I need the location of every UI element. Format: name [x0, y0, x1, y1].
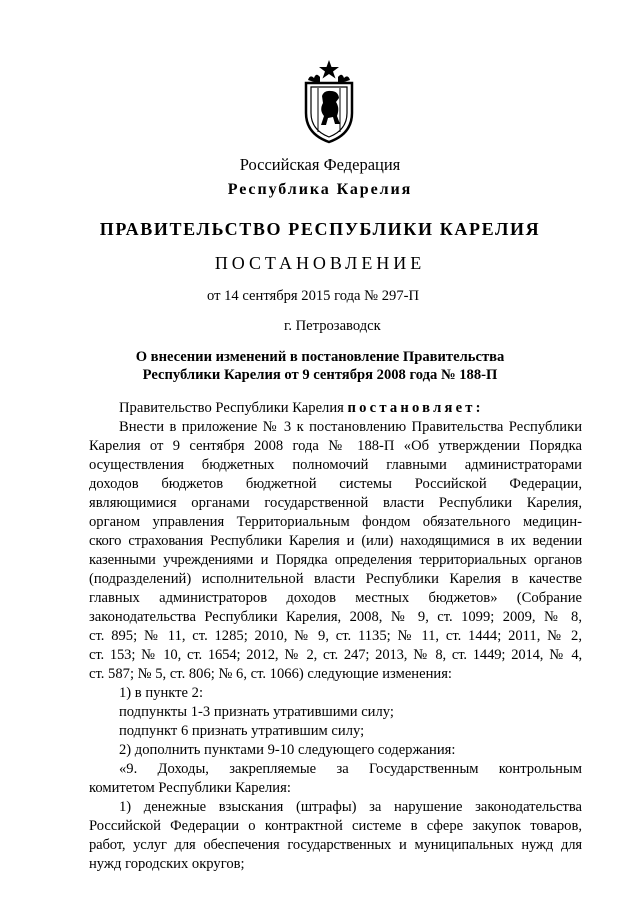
body-line: Карелия от 9 сентября 2008 года № 188-П «Об утверждении Порядка: [89, 438, 582, 454]
body-line: «9. Доходы, закрепляемые за Государственным контрольным: [119, 761, 582, 777]
body-line: 1) денежные взыскания (штрафы) за нарушение законодательства: [119, 799, 582, 815]
star-icon: [319, 60, 339, 79]
decree-prefix: Правительство Республики Карелия: [119, 400, 348, 416]
body-line: ст. 587; № 5, ст. 806; № 6, ст. 1066) следующие изменения:: [89, 666, 452, 682]
body-line: ского страхования Республики Карелия и (или) находящимися в их ведении: [89, 533, 582, 549]
republic-name: Республика Карелия: [227, 181, 413, 198]
body-line: осуществления бюджетных полномочий главными администраторами: [89, 457, 582, 473]
document-title-line-2: Республики Карелия от 9 сентября 2008 года № 188-П: [142, 367, 498, 383]
body-line: являющимися органами государственной власти Республики Карелия,: [89, 495, 582, 511]
body-line: 1) в пункте 2:: [119, 685, 204, 701]
body-line: подпункт 6 признать утратившим силу;: [119, 723, 365, 739]
body-line: ст. 153; № 10, ст. 1654; 2012, № 2, ст. 247; 2013, № 8, ст. 1449; 2014, № 4,: [89, 647, 582, 663]
decree-word: постановляет:: [347, 400, 484, 416]
body-line: ст. 895; № 11, ст. 1285; 2010, № 9, ст. 1135; № 11, ст. 1444; 2011, № 2,: [89, 628, 582, 644]
body-line: казенными учреждениями и Порядка определения территориальных органов: [89, 552, 582, 568]
coat-of-arms-emblem: [300, 58, 358, 144]
body-line: 2) дополнить пунктами 9-10 следующего содержания:: [119, 742, 456, 758]
government-name: ПРАВИТЕЛЬСТВО РЕСПУБЛИКИ КАРЕЛИЯ: [99, 219, 541, 239]
body-line: главных администраторов доходов местных бюджетов» (Собрание: [89, 590, 582, 606]
body-line: (подразделений) исполнительной власти Республики Карелия в качестве: [89, 571, 582, 587]
document-date-number: от 14 сентября 2015 года № 297-П: [207, 288, 420, 304]
body-line: комитетом Республики Карелия:: [89, 780, 291, 796]
body-line: органом управления Территориальным фондом обязательного медицин-: [89, 514, 582, 530]
document-title-line-1: О внесении изменений в постановление Правительства: [135, 349, 505, 365]
body-line: подпункты 1-3 признать утратившими силу;: [119, 704, 394, 720]
body-line: доходов бюджетов бюджетной системы Российской Федерации,: [89, 476, 582, 492]
country-name: Российская Федерация: [239, 155, 401, 174]
decree-paragraph: [119, 399, 612, 418]
body-line: Внести в приложение № 3 к постановлению Правительства Республики: [119, 419, 582, 435]
document-city: г. Петрозаводск: [284, 318, 381, 334]
body-line: законодательства Республики Карелия, 2008, № 9, ст. 1099; 2009, № 8,: [89, 609, 582, 625]
body-line: Российской Федерации о контрактной системе в сфере закупок товаров,: [89, 818, 582, 834]
body-line: нужд городских округов;: [89, 856, 245, 872]
body-line: работ, услуг для обеспечения государственных и муниципальных нужд для: [89, 837, 582, 853]
document-type: ПОСТАНОВЛЕНИЕ: [214, 253, 426, 273]
